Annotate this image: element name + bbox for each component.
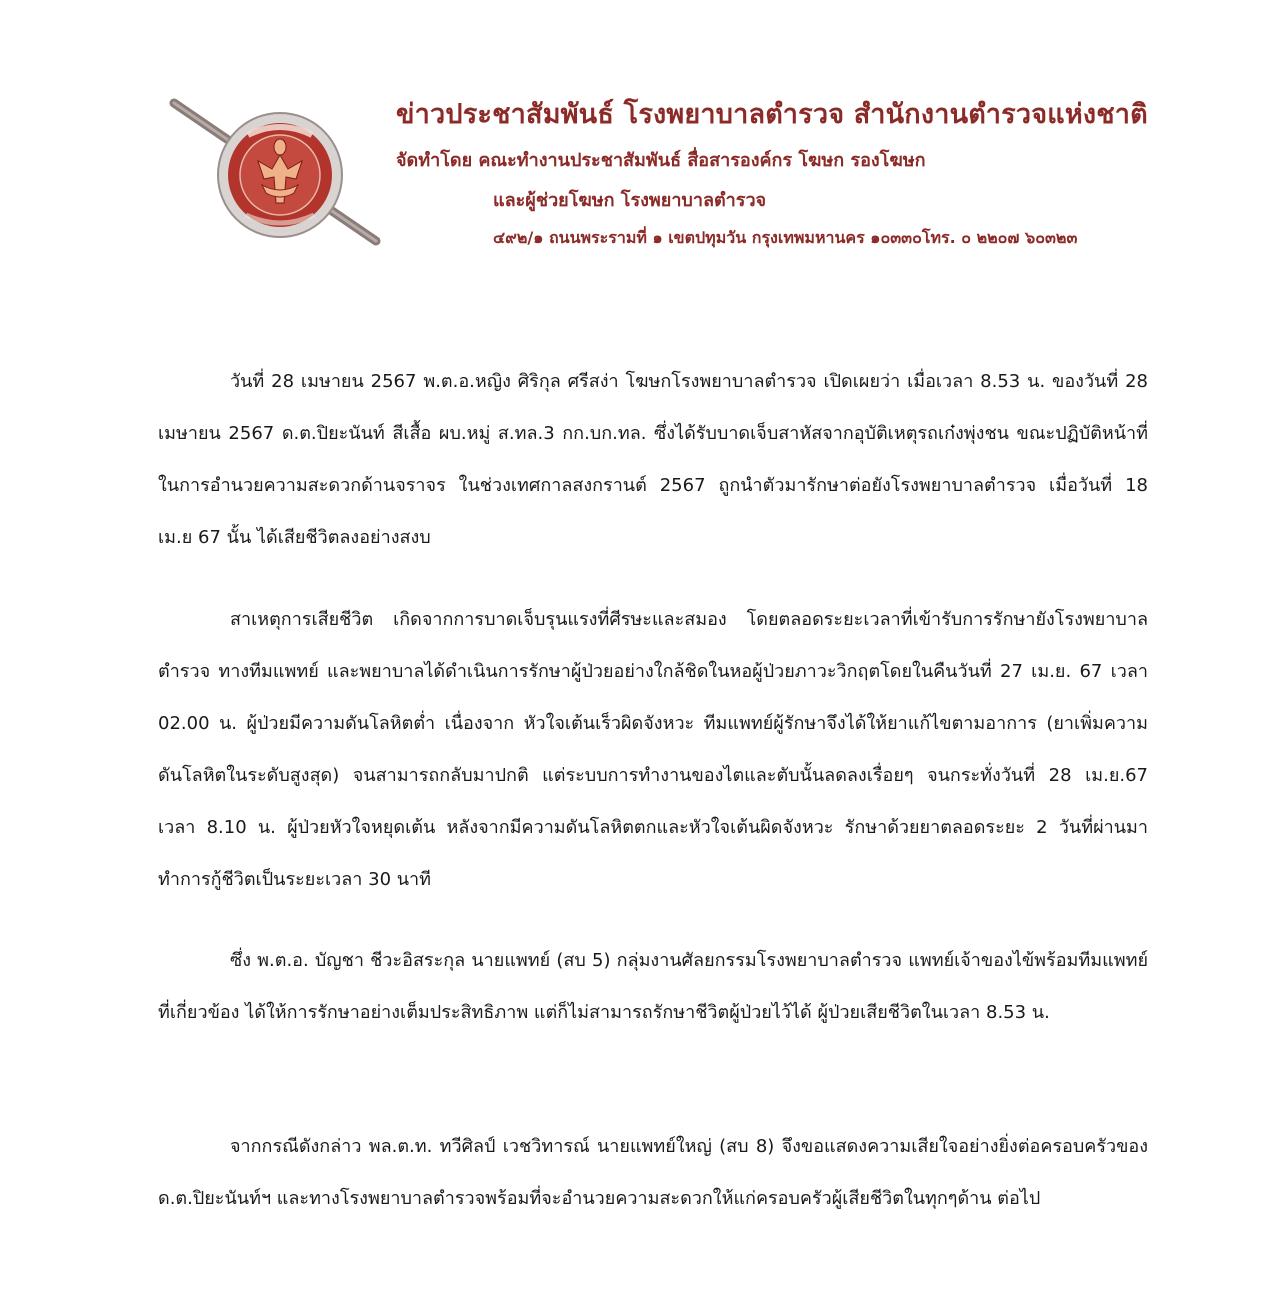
paragraph-4-text: จากกรณีดังกล่าว พล.ต.ท. ทวีศิลป์ เวชวิทารณ์ นายแพทย์ใหญ่ (สบ 8) จึงขอแสดงความเสียใจอย่างยิ่งต่อครอบครัวของ ด.ต.ปิยะนันท์ฯ และทางโรงพยาบาลตำรวจพร้อมที่จะอำนวยความสะดวกให้แก่ครอบครัวผู้เสียชีวิตในทุกๆด้าน ต่อไป bbox=[158, 1136, 1148, 1209]
press-release-title: ข่าวประชาสัมพันธ์ โรงพยาบาลตำรวจ สำนักงานตำรวจแห่งชาติ bbox=[396, 99, 1148, 130]
paragraph-2 bbox=[158, 594, 1148, 906]
paragraph-3-text: ซึ่ง พ.ต.อ. บัญชา ชีวะอิสระกุล นายแพทย์ (สบ 5) กลุ่มงานศัลยกรรมโรงพยาบาลตำรวจ แพทย์เจ้าของไข้พร้อมทีมแพทย์ที่เกี่ยวข้อง ได้ให้การรักษาอย่างเต็มประสิทธิภาพ แต่ก็ไม่สามารถรักษาชีวิตผู้ป่วยไว้ได้ ผู้ป่วยเสียชีวิตในเวลา 8.53 น. bbox=[158, 950, 1148, 1023]
prepared-by-line-2: และผู้ช่วยโฆษก โรงพยาบาลตำรวจ bbox=[493, 190, 767, 211]
prepared-by-line: จัดทำโดย คณะทำงานประชาสัมพันธ์ สื่อสารองค์กร โฆษก รองโฆษก bbox=[396, 150, 926, 171]
paragraph-1 bbox=[158, 356, 1148, 564]
paragraph-2-text: สาเหตุการเสียชีวิต เกิดจากการบาดเจ็บรุนแรงที่ศีรษะและสมอง โดยตลอดระยะเวลาที่เข้ารับการรักษายังโรงพยาบาลตำรวจ ทางทีมแพทย์ และพยาบาลได้ดำเนินการรักษาผู้ป่วยอย่างใกล้ชิดในหอผู้ป่วยภาวะวิกฤตโดยในคืนวันที่ 27 เม.ย. 67 เวลา 02.00 น. ผู้ป่วยมีความดันโลหิตต่ำ เนื่องจาก หัวใจเต้นเร็วผิดจังหวะ ทีมแพทย์ผู้รักษาจึงได้ให้ยาแก้ไขตามอาการ (ยาเพิ่มความดันโลหิตในระดับสูงสุด) จนสามารถกลับมาปกติ แต่ระบบการทำงานของไตและตับนั้นลดลงเรื่อยๆ จนกระทั่งวันที่ 28 เม.ย.67 เวลา 8.10 น. ผู้ป่วยหัวใจหยุดเต้น หลังจากมีความดันโลหิตตกและหัวใจเต้นผิดจังหวะ รักษาด้วยยาตลอดระยะ 2 วันที่ผ่านมา ทำการกู้ชีวิตเป็นระยะเวลา 30 นาที bbox=[158, 609, 1148, 890]
paragraph-1-text: วันที่ 28 เมษายน 2567 พ.ต.อ.หญิง ศิริกุล ศรีสง่า โฆษกโรงพยาบาลตำรวจ เปิดเผยว่า เมื่อเวลา 8.53 น. ของวันที่ 28 เมษายน 2567 ด.ต.ปิยะนันท์ สีเสื้อ ผบ.หมู่ ส.ทล.3 กก.บก.ทล. ซึ่งได้รับบาดเจ็บสาหัสจากอุบัติเหตุรถเก๋งพุ่งชน ขณะปฏิบัติหน้าที่ในการอำนวยความสะดวกด้านจราจร ในช่วงเทศกาลสงกรานต์ 2567 ถูกนำตัวมารักษาต่อยังโรงพยาบาลตำรวจ เมื่อวันที่ 18 เม.ย 67 นั้น ได้เสียชีวิตลงอย่างสงบ bbox=[158, 371, 1148, 548]
police-hospital-logo-icon bbox=[168, 95, 383, 250]
paragraph-3 bbox=[158, 935, 1148, 1039]
address-line: ๔๙๒/๑ ถนนพระรามที่ ๑ เขตปทุมวัน กรุงเทพมหานคร ๑๐๓๓๐โทร. ๐ ๒๒๐๗ ๖๐๓๒๓ bbox=[493, 228, 1078, 247]
paragraph-4 bbox=[158, 1121, 1148, 1225]
